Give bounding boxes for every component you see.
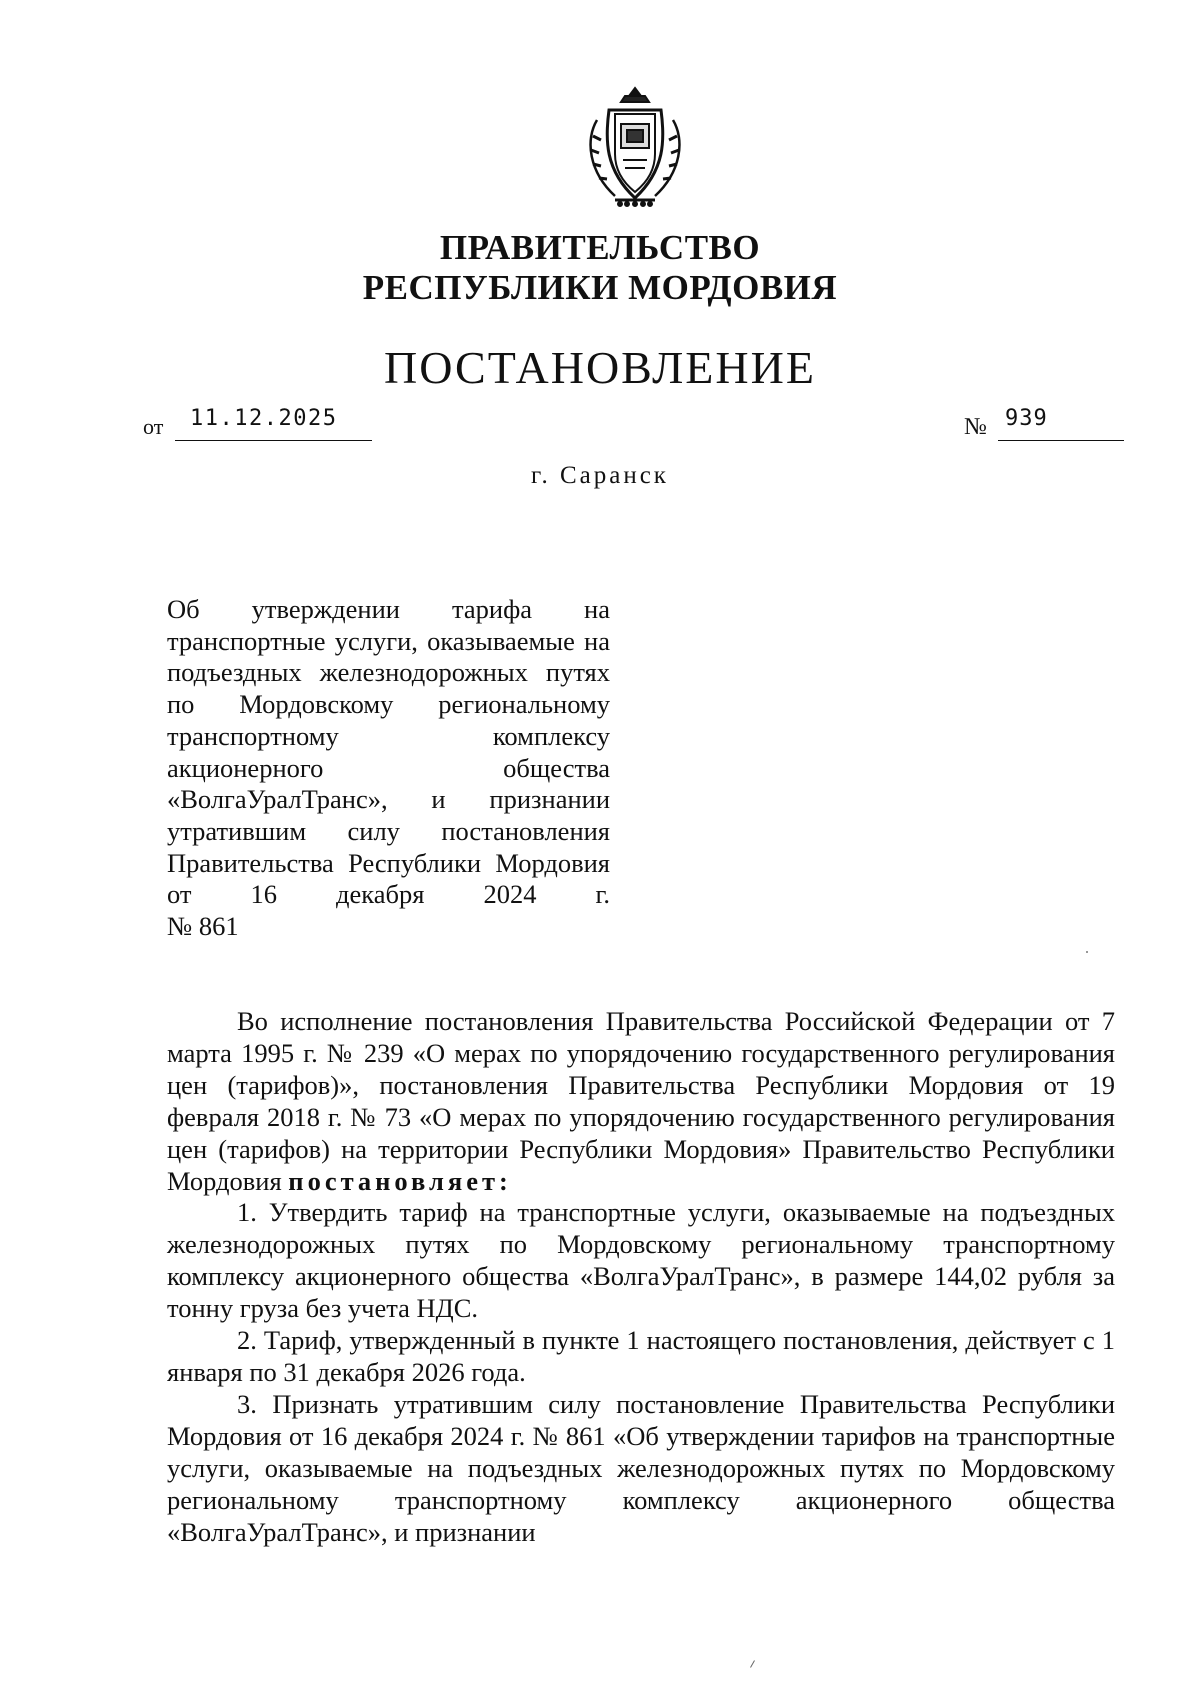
preamble-text: Во исполнение постановления Правительства Российской Федерации от 7 марта 1995 г. № 239 «О мерах по упорядочению государственного регулирования цен (тарифов)», постановления Правительства Республики Мордовия от 19 февраля 2018 г. № 73 «О мерах по упорядочению государственного регулирования цен (тарифов) на территории Республики Мордовия» Правительство Республики Мордовия [167,1006,1115,1196]
date-underline [175,440,372,441]
coat-of-arms-icon [575,80,695,210]
subject-text: Об утверждении тарифа на транспортные услуги, оказываемые на подъездных железнодорожных путях по Мордовскому региональному транспортному комплексу акционерного общества «ВолгаУралТранс», и признании утратившим силу постановления Правительства Республики Мордовия от 16 декабря 2024 г. [167,594,610,910]
item-2: 2. Тариф, утвержденный в пункте 1 настоящего постановления, действует с 1 января по 31 декабря 2026 года. [167,1325,1115,1387]
document-date: 11.12.2025 [190,406,338,431]
document-subject [167,594,610,943]
number-prefix: № [964,414,987,440]
resolves-keyword: постановляет: [288,1165,512,1196]
scan-speck [1086,951,1088,953]
item-3: 3. Признать утратившим силу постановление Правительства Республики Мордовия от 16 декабря 2024 г. № 861 «Об утверждении тарифов на транспортные услуги, оказываемые на подъездных железнодорожных путях по Мордовскому региональному транспортному комплексу акционерного общества «ВолгаУралТранс», и признании [167,1388,1115,1547]
document-number: 939 [1005,406,1048,431]
subject-last-line: № 861 [167,911,239,942]
document-type: ПОСТАНОВЛЕНИЕ [384,342,816,393]
preamble-paragraph [167,1006,1115,1197]
document-body [167,1006,1115,1548]
org-name-line2: РЕСПУБЛИКИ МОРДОВИЯ [362,268,838,307]
city: г. Саранск [531,462,669,489]
org-name-line1: ПРАВИТЕЛЬСТВО [439,228,761,267]
date-number-row [0,406,1200,446]
date-prefix: от [143,414,164,439]
item-1: 1. Утвердить тариф на транспортные услуги, оказываемые на подъездных железнодорожных путях по Мордовскому региональному транспортному комплексу акционерного общества «ВолгаУралТранс», в размере 144,02 рубля за тонну груза без учета НДС. [167,1197,1115,1324]
scan-mark [750,1660,755,1667]
number-underline [998,440,1124,441]
